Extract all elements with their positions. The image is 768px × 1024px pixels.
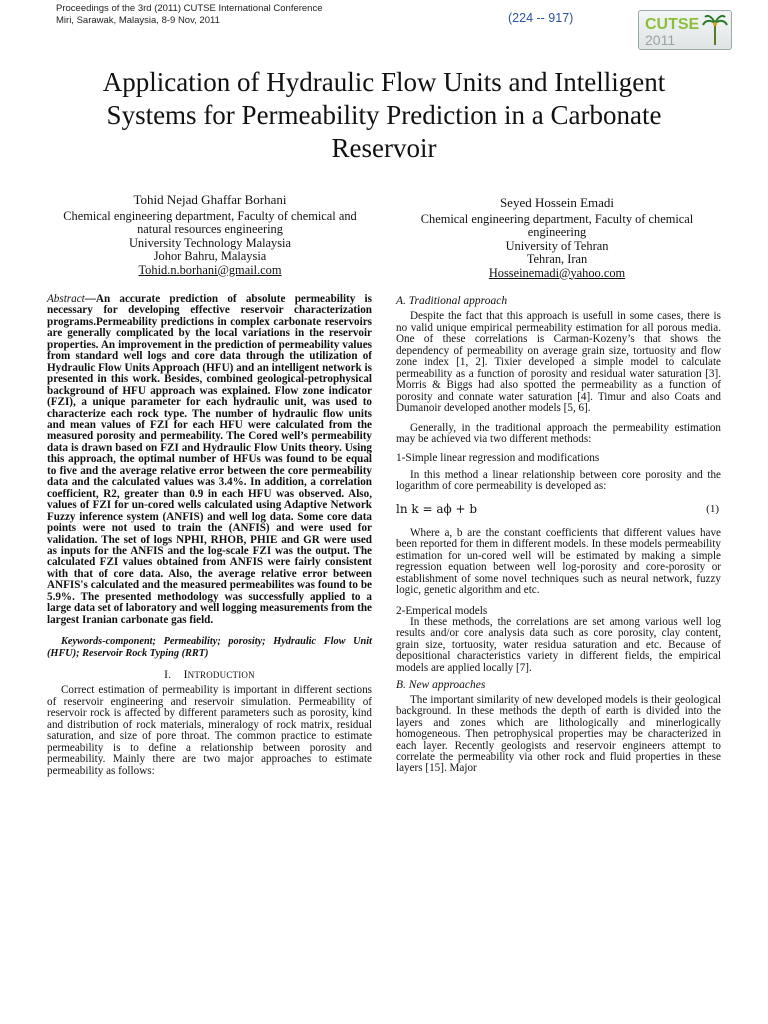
conference-line-2: Miri, Sarawak, Malaysia, 8-9 Nov, 2011 <box>56 15 220 26</box>
method-2-heading: 2-Emperical models <box>396 604 488 617</box>
paper-id: (224 -- 917) <box>508 11 574 25</box>
palm-tree-icon <box>703 16 727 45</box>
author-email[interactable]: Tohid.n.borhani@gmail.com <box>138 262 282 277</box>
logo-year: 2011 <box>645 32 676 48</box>
subsection-b-heading: B. New approaches <box>396 679 486 692</box>
paragraph-traditional: Despite the fact that this approach is usefull in some cases, there is no valid unique empirical permeability estimation for all porous media. One of these correlations is Carman-Kozeny’s that shows the dependency of permeability on average grain size, tortuosity and flow zone index [1, 2]. Tixier developed a simple model to calculate permeability as a function of porosity and residual water saturation [3]. Morris & Biggs had also spotted the permeability as a function of porosity and connate water saturation [4]. Timur and also Coats and Dumanoir developed another models [5, 6]. <box>396 310 721 415</box>
equation-1 <box>396 501 721 523</box>
section-title-initial: I <box>183 668 188 681</box>
author-affiliation: Chemical engineering department, Faculty of chemical and <box>63 208 357 223</box>
author-affiliation: Tehran, Iran <box>526 252 588 266</box>
paragraph-methods: Generally, in the traditional approach the permeability estimation may be achieved via two different methods: <box>396 421 721 445</box>
introduction-paragraph: Correct estimation of permeability is important in different sections of reservoir engineering and reservoir simulation. Permeability of reservoir rock is affected by different parameters such as porosity, kind and distribution of rock materials, mineralogy of rock matrix, residual saturation, and size of pore throat. The common practice to estimate permeability is to define a relationship between porosity and permeability. Mainly there are two major approaches to estimate permeability as follows: <box>47 684 372 777</box>
author-affiliation: natural resources engineering <box>137 222 283 236</box>
author-name: Tohid Nejad Ghaffar Borhani <box>133 192 287 207</box>
conference-line-1: Proceedings of the 3rd (2011) CUTSE International Conference <box>56 3 323 14</box>
conference-header <box>56 3 323 27</box>
paragraph-new-approaches: The important similarity of new developed models is their geological background. In these methods the depth of earth is divided into the layers and zones which are lithologically and minerlogically homogeneous. Then petrophysical properties may be characterized in each layer. Recently geologists and reservoir engineers attempt to correlate the permeability via other rock and fluid properties in these layers [15]. Major <box>396 693 721 775</box>
method-1-paragraph: In this method a linear relationship between core porosity and the logarithm of core permeability is developed as: <box>396 468 721 493</box>
left-column <box>47 294 372 777</box>
right-column <box>396 296 721 775</box>
cutse-logo <box>638 10 732 50</box>
author-block-2 <box>392 196 722 280</box>
title-line-2: Systems for Permeability Prediction in a Carbonate <box>106 100 662 130</box>
method-1-paragraph-2: Where a, b are the constant coefficients that different values have been reported for them in different models. In these models permeability estimation for un-cored well will be estimated by making a simple regression equation between well log-porosity and core-porosity or establishment of some novel techniques such as neural network, fuzzy logic, genetic algorithm and etc. <box>396 526 721 597</box>
author-affiliation: engineering <box>527 225 587 239</box>
keywords: Keywords-component; Permeability; porosity; Hydraulic Flow Unit (HFU); Reservoir Rock Typing (RRT) <box>47 636 372 659</box>
paper-title <box>40 66 728 165</box>
title-line-3: Reservoir <box>331 133 437 163</box>
author-affiliation: University of Tehran <box>505 238 609 253</box>
abstract-label: Abstract <box>47 293 85 305</box>
author-affiliation: Johor Bahru, Malaysia <box>153 249 267 263</box>
abstract-text: —An accurate prediction of absolute permeability is necessary for developing effective reservoir characterization programs.Permeability predictions in complex carbonate reservoirs are generally complicated by the local variations in the reservoir properties. An improvement in the prediction of permeability values from standard well logs and core data through the utilization of Hydraulic Flow Units Approach (HFU) and an intelligent network is presented in this work. Besides, combined geological-petrophysical background of HFU approach was explained. Flow zone indicator (FZI), a unique parameter for each hydraulic unit, was used to characterize each rock type. The number of hydraulic flow units and mean values of FZI for each HFU were calculated from the measured porosity and permeability. The Cored well’s permeability data is drawn based on FZI and Hydraulic Flow Units theory. Using this approach, the optimal number of HFUs was found to be equal to five and the average relative error between the core permeability data and the calculated values was 3.4%. In addition, a correlation coefficient, R2, greater than 0.9 in each HFU was observed. Also, values of FZI for un-cored wells calculated using Adaptive Network Fuzzy inference system (ANFIS) and well log data. Some core data points were not used to train the (ANFIS) and were used for validation. The set of logs NPHI, RHOB, PHIE and GR were used as inputs for the ANFIS and the log-scale FZI was the output. The calculated FZI values obtained from ANFIS were fairly consistent with that of core data. Also, the average relative error between ANFIS's calculated and the measured permeabilites was found to be 5.9%. The presented methodology was successfully applied to a large data set of laboratory and well logging measurements from the largest Iranian carbonate gas field. <box>47 293 372 626</box>
equation-number: (1) <box>706 502 719 515</box>
title-line-1: Application of Hydraulic Flow Units and Intelligent <box>102 67 666 97</box>
abstract <box>47 294 372 626</box>
author-block-1 <box>40 193 380 277</box>
section-title-rest: NTRODUCTION <box>187 669 255 680</box>
section-heading-introduction <box>47 670 372 681</box>
method-2-paragraph: In these methods, the correlations are set among various well log results and/or core analysis data such as core porosity, clay content, grain size, tortuosity, water residua saturation and etc. Because of depositional characteristics variety in different fields, the empirical models are applied locally [7]. <box>396 615 721 674</box>
author-name: Seyed Hossein Emadi <box>499 195 615 210</box>
author-affiliation: Chemical engineering department, Faculty of chemical <box>420 211 694 226</box>
equation-text: ln k = aϕ + b <box>396 501 478 516</box>
method-1-heading: 1-Simple linear regression and modifications <box>396 452 600 465</box>
logo-word: CUTSE <box>645 16 700 33</box>
section-number: I. <box>164 668 172 681</box>
author-affiliation: University Technology Malaysia <box>128 235 291 250</box>
author-email[interactable]: Hosseinemadi@yahoo.com <box>488 265 626 280</box>
logo-graphic <box>639 11 731 49</box>
subsection-a-heading: A. Traditional approach <box>396 295 508 307</box>
